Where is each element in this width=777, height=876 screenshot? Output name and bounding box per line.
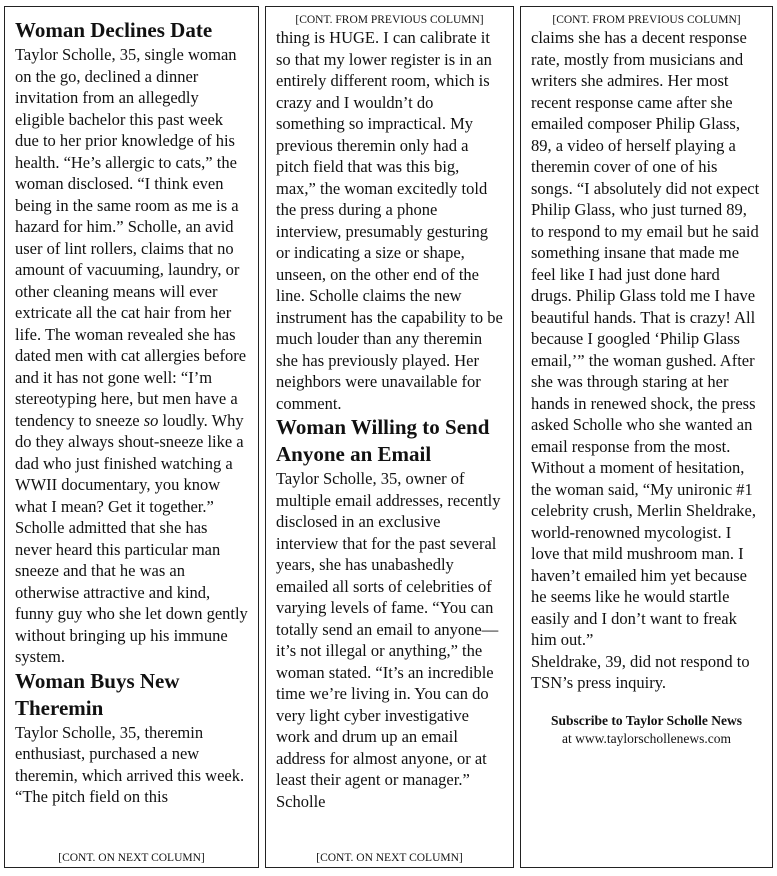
continued-on-next-column: [CONT. ON NEXT COLUMN]	[5, 851, 258, 865]
body-text: loudly. Why do they always shout-sneeze like a dad who just finished watching a WWII documentary, you know what I mean? Get it together.” Scholle admitted that she has never heard this particular man sneeze and that he was an otherwise attractive and kind, funny guy who she let down gently without bringing up his immune system.	[15, 410, 248, 666]
article-body	[15, 44, 248, 668]
article-woman-willing-to-send-email	[276, 414, 503, 812]
headline: Woman Buys New Theremin	[15, 668, 180, 720]
article-closing: Sheldrake, 39, did not respond to TSN’s press inquiry.	[531, 651, 750, 692]
subscribe-url[interactable]: at www.taylorschollenews.com	[562, 730, 731, 746]
subscribe-text: Subscribe to Taylor Scholle News	[550, 712, 743, 728]
continued-from-previous-column: [CONT. FROM PREVIOUS COLUMN]	[295, 14, 484, 26]
headline: Woman Declines Date	[15, 18, 213, 42]
continued-from-previous-column: [CONT. FROM PREVIOUS COLUMN]	[552, 14, 741, 26]
body-text: Taylor Scholle, 35, single woman on the go, declined a dinner invitation from an allegedly eligible bachelor this past week due to her prior knowledge of his health. “He’s allergic to cats,” the woman disclosed. “I think even being in the same room as me is a hazard for him.” Scholle, an avid user of lint rollers, claims that no amount of vacuuming, laundry, or other cleaning means will ever extricate all the cat hair from her life. The woman revealed she has dated men with cat allergies before and it has not gone well: “I’m stereotyping here, but men have a tendency to sneeze	[15, 45, 247, 430]
headline: Woman Willing to Send Anyone an Email	[276, 415, 490, 466]
article-body: Taylor Scholle, 35, theremin enthusiast, purchased a new theremin, which arrived this week. “The pitch field on this	[15, 722, 245, 806]
article-woman-buys-new-theremin	[15, 668, 248, 808]
article-body: Taylor Scholle, 35, owner of multiple email addresses, recently disclosed in an exclusive interview that for the past several years, she has unabashedly emailed all sorts of celebrities of varying levels of fame. “You can totally send an email to anyone—it’s not illegal or anything,” the woman stated. “It’s an incredible time we’re living in. You can do very light cyber investigative work and drum up an email address for almost anyone, or at least their agent or manager.” Scholle	[276, 469, 501, 811]
article-body-continued: thing is HUGE. I can calibrate it so that my lower register is in an entirely different room, which is crazy and I wouldn’t do something so impractical. My previous theremin only had a pitch field that was this big, max,” the woman excitedly told the press during a phone interview, presumably gesturing or indicating a size or shape, unseen, on the other end of the line. Scholle claims the new instrument has the capability to be much louder than any theremin she has previously played. Her neighbors were unavailable for comment.	[276, 28, 503, 413]
article-body-continued: claims she has a decent response rate, mostly from musicians and writers she admires. Her most recent response came after she emailed composer Philip Glass, 89, a video of herself playing a theremin cover of one of his songs. “I absolutely did not expect Philip Glass, who just turned 89, to respond to my email but he said something insane that made me feel like I had just done hard drugs. Philip Glass told me I have beautiful hands. That is crazy! All because I googled ‘Philip Glass email,’” the woman gushed. After she was through staring at her hands in renewed shock, the press asked Scholle who she wanted an email response from the most. Without a moment of hesitation, the woman said, “My unironic #1 celebrity crush, Merlin Sheldrake, world-renowned mycologist. I love that mild mushroom man. I haven’t emailed him yet because he seems like he would startle easily and I don’t want to freak him out.”	[531, 28, 760, 649]
column-1	[4, 6, 259, 868]
continued-on-next-column: [CONT. ON NEXT COLUMN]	[266, 851, 513, 865]
article-woman-declines-date	[15, 17, 248, 668]
emphasis-text: so	[143, 410, 159, 430]
subscribe-footer	[531, 712, 762, 748]
column-3	[520, 6, 773, 868]
column-2	[265, 6, 514, 868]
